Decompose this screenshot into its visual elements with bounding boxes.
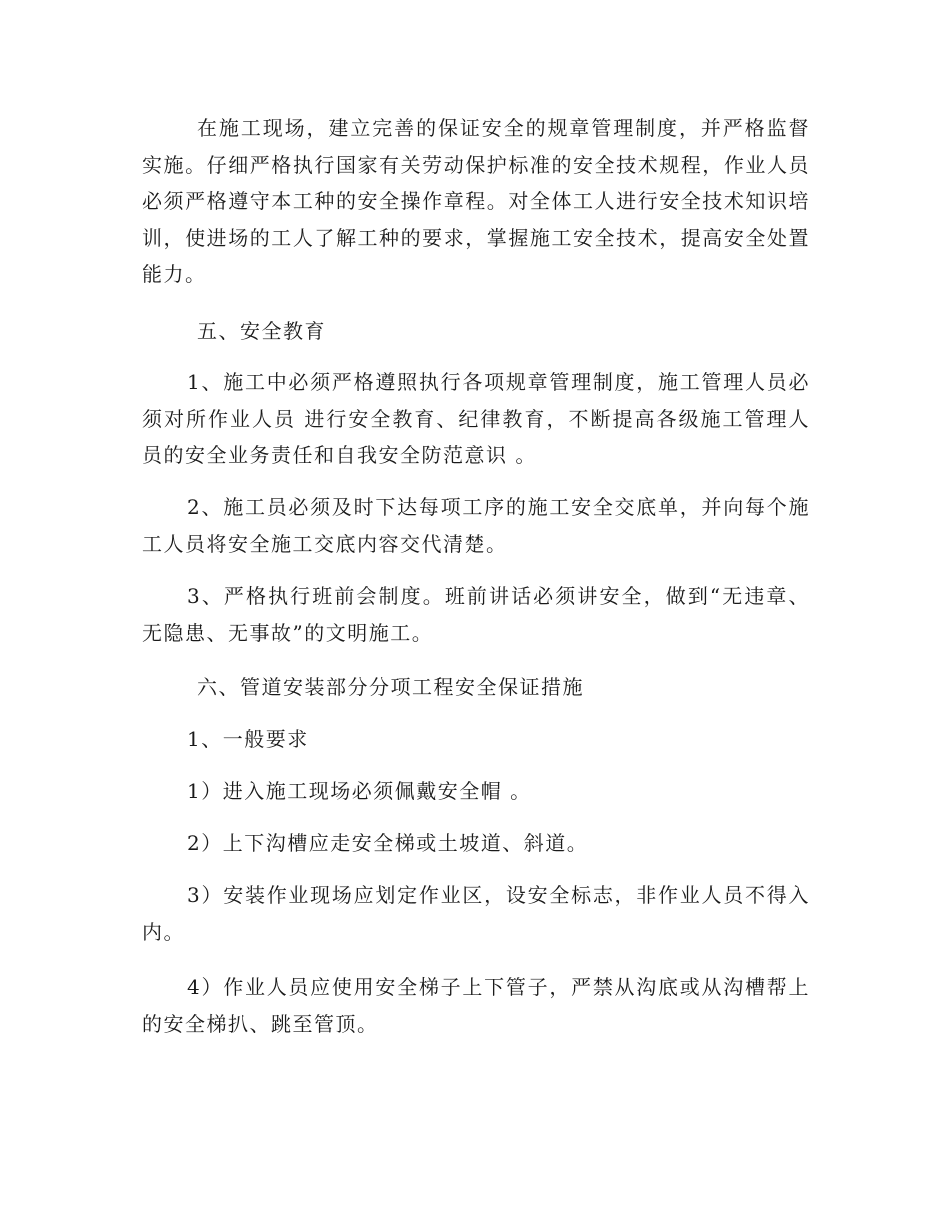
- section-six-item-3: 3）安装作业现场应划定作业区，设安全标志，非作业人员不得入内。: [142, 883, 810, 944]
- section-five-heading: 五、安全教育: [197, 319, 326, 343]
- section-five-item-3: 3、严格执行班前会制度。班前讲话必须讲安全，做到“无违章、无隐患、无事故”的文明施工。: [142, 584, 810, 645]
- section-five-item-1: 1、施工中必须严格遵照执行各项规章管理制度，施工管理人员必须对所作业人员 进行安全教育、纪律教育，不断提高各级施工管理人员的安全业务责任和自我安全防范意识 。: [142, 370, 810, 467]
- section-five-item-2: 2、施工员必须及时下达每项工序的施工安全交底单，并向每个施工人员将安全施工交底内容交代清楚。: [142, 495, 810, 556]
- section-six-item-4: 4）作业人员应使用安全梯子上下管子，严禁从沟底或从沟槽帮上的安全梯扒、跳至管顶。: [142, 975, 810, 1036]
- section-six-heading: 六、管道安装部分分项工程安全保证措施: [197, 675, 584, 699]
- intro-paragraph: 在施工现场，建立完善的保证安全的规章管理制度，并严格监督实施。仔细严格执行国家有关劳动保护标准的安全技术规程，作业人员必须严格遵守本工种的安全操作章程。对全体工人进行安全技术知识培训，使进场的工人了解工种的要求，掌握施工安全技术，提高安全处置能力。: [142, 116, 810, 286]
- section-six-item-1: 1）进入施工现场必须佩戴安全帽 。: [187, 779, 532, 803]
- section-six-item-2: 2）上下沟槽应走安全梯或土坡道、斜道。: [187, 831, 589, 855]
- section-six-subheading: 1、一般要求: [187, 727, 309, 751]
